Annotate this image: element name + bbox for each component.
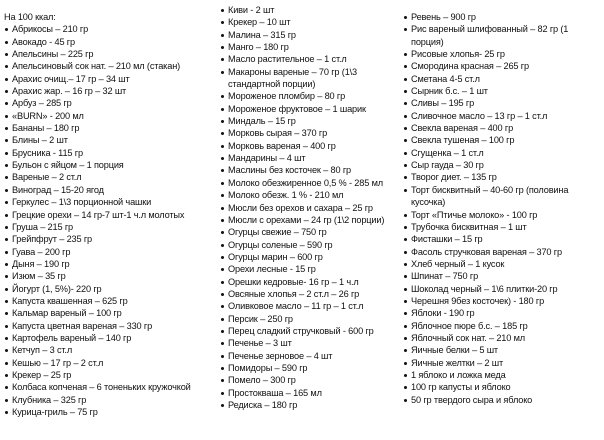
list-item: Арбуз – 285 гр [4,97,216,109]
list-item: Йогурт (1, 5%)- 220 гр [4,283,216,295]
list-item: Орешки кедровые- 16 гр – 1 ч.л [220,276,398,288]
list-item: Оливковое масло – 11 гр – 1 ст.л [220,300,398,312]
list-item: Крекер – 25 гр [4,369,216,381]
list-item: Огурцы свежие – 750 гр [220,226,398,238]
list-item: Ревень – 900 гр [403,11,602,23]
list-item: Курица-гриль – 75 гр [4,406,216,418]
list-item: Сгущенка – 1 ст.л [403,147,602,159]
list-item: Шоколад черный – 1\6 плитки-20 гр [403,283,602,295]
list-item: Огурцы соленые – 590 гр [220,239,398,251]
list-item: Мороженое пломбир – 80 гр [220,90,398,102]
list-item: Вареные – 2 ст.л [4,171,216,183]
list-item: Орехи лесные - 15 гр [220,263,398,275]
list-item: Сливочное масло – 13 гр – 1 ст.л [403,110,602,122]
list-item: Виноград – 15-20 ягод [4,184,216,196]
list-item: Свекла тушеная – 100 гр [403,134,602,146]
list-item: Помидоры – 590 гр [220,362,398,374]
list-item: Сырник б.с. – 1 шт [403,85,602,97]
list-item: Черешня 9без косточек) - 180 гр [403,295,602,307]
list-item: Простокваша – 165 мл [220,387,398,399]
list-item: Шпинат – 750 гр [403,270,602,282]
list-item: Яичные белки – 5 шт [403,344,602,356]
food-list-1 [4,23,216,418]
list-item: Картофель вареный – 140 гр [4,332,216,344]
list-item: Кетчуп – 3 ст.л [4,344,216,356]
list-item: Масло растительное – 1 ст.л [220,53,398,65]
list-item: Авокадо - 45 гр [4,36,216,48]
list-item: 100 гр капусты и яблоко [403,381,602,393]
list-item: Огурцы марин – 600 гр [220,251,398,263]
list-item: Абрикосы – 210 гр [4,23,216,35]
list-item: Смородина красная – 265 гр [403,60,602,72]
list-item: Морковь сырая – 370 гр [220,127,398,139]
list-item: Яблочное пюре б.с. – 185 гр [403,320,602,332]
list-item: Арахис жар. – 16 гр – 32 шт [4,85,216,97]
list-item: Клубника – 325 гр [4,394,216,406]
list-item: Сливы – 195 гр [403,97,602,109]
list-item: Арахис очищ.– 17 гр – 34 шт [4,73,216,85]
list-item: Макароны вареные – 70 гр (1\3 стандартной порции) [220,66,398,91]
list-item: Капуста квашенная – 625 гр [4,295,216,307]
list-item: Молоко обезж. 1 % - 210 мл [220,189,398,201]
list-heading: На 100 ккал: [4,12,56,22]
list-item: «BURN» - 200 мл [4,110,216,122]
list-item: Грецкие орехи – 14 гр-7 шт-1 ч.л молотых [4,209,216,221]
list-item: Маслины без косточек – 80 гр [220,164,398,176]
list-item: Фасоль стручковая вареная – 370 гр [403,246,602,258]
list-item: Хлеб черный – 1 кусок [403,258,602,270]
food-list-3 [403,11,602,406]
list-item: Мюсли с орехами – 24 гр (1\2 порции) [220,214,398,226]
list-item: Мандарины – 4 шт [220,152,398,164]
food-list-2 [220,4,398,411]
list-item: Киви - 2 шт [220,4,398,16]
list-item: Рис вареный шлифованный – 82 гр (1 порция) [403,23,602,48]
list-item: Миндаль – 15 гр [220,115,398,127]
list-item: Кешью – 17 гр – 2 ст.л [4,357,216,369]
list-item: Дыня – 190 гр [4,258,216,270]
list-item: Овсяные хлопья – 2 ст.л – 26 гр [220,288,398,300]
list-item: Манго – 180 гр [220,41,398,53]
list-item: Геркулес – 1\3 порционной чашки [4,196,216,208]
list-item: Изюм – 35 гр [4,270,216,282]
list-item: Свекла вареная – 400 гр [403,122,602,134]
list-item: 1 яблоко и ложка меда [403,369,602,381]
list-item: Бананы – 180 гр [4,122,216,134]
list-item: Рисовые хлопья- 25 гр [403,48,602,60]
list-item: Яблочный сок нат. – 210 мл [403,332,602,344]
list-item: Мороженое фруктовое – 1 шарик [220,103,398,115]
list-item: Яблоки - 190 гр [403,307,602,319]
list-item: Редиска – 180 гр [220,399,398,411]
list-item: 50 гр твердого сыра и яблоко [403,394,602,406]
list-item: Брусника - 115 гр [4,147,216,159]
list-item: Бульон с яйцом – 1 порция [4,159,216,171]
list-item: Торт бисквитный – 40-60 гр (половина кусочка) [403,184,602,209]
list-item: Фисташки – 15 гр [403,233,602,245]
list-item: Персик – 250 гр [220,313,398,325]
list-item: Печенье зерновое – 4 шт [220,350,398,362]
list-item: Блины – 2 шт [4,134,216,146]
list-item: Яичные желтки – 2 шт [403,357,602,369]
list-item: Печенье – 3 шт [220,337,398,349]
list-item: Перец сладкий стручковый - 600 гр [220,325,398,337]
column-1 [4,11,216,418]
list-item: Капуста цветная вареная – 330 гр [4,320,216,332]
list-item: Молоко обезжиренное 0,5 % - 285 мл [220,177,398,189]
list-item: Трубочка бисквитная – 1 шт [403,221,602,233]
list-item: Сметана 4-5 ст.л [403,73,602,85]
column-3 [403,11,602,406]
list-item: Малина – 315 гр [220,29,398,41]
list-item: Кальмар вареный – 100 гр [4,307,216,319]
list-item: Грейпфрут – 235 гр [4,233,216,245]
list-item: Помело – 300 гр [220,374,398,386]
list-item: Творог диет. – 135 гр [403,171,602,183]
list-item: Груша – 215 гр [4,221,216,233]
list-item: Морковь вареная – 400 гр [220,140,398,152]
list-item: Торт «Птичье молоко» - 100 гр [403,209,602,221]
list-item: Сыр гауда – 30 гр [403,159,602,171]
list-item: Гуава – 200 гр [4,246,216,258]
list-item: Колбаса копченая – 6 тоненьких кружочкой [4,381,216,393]
list-item: Крекер – 10 шт [220,16,398,28]
list-item: Апельсиновый сок нат. – 210 мл (стакан) [4,60,216,72]
list-item: Апельсины – 225 гр [4,48,216,60]
column-2 [220,4,398,411]
list-item: Мюсли без орехов и сахара – 25 гр [220,202,398,214]
